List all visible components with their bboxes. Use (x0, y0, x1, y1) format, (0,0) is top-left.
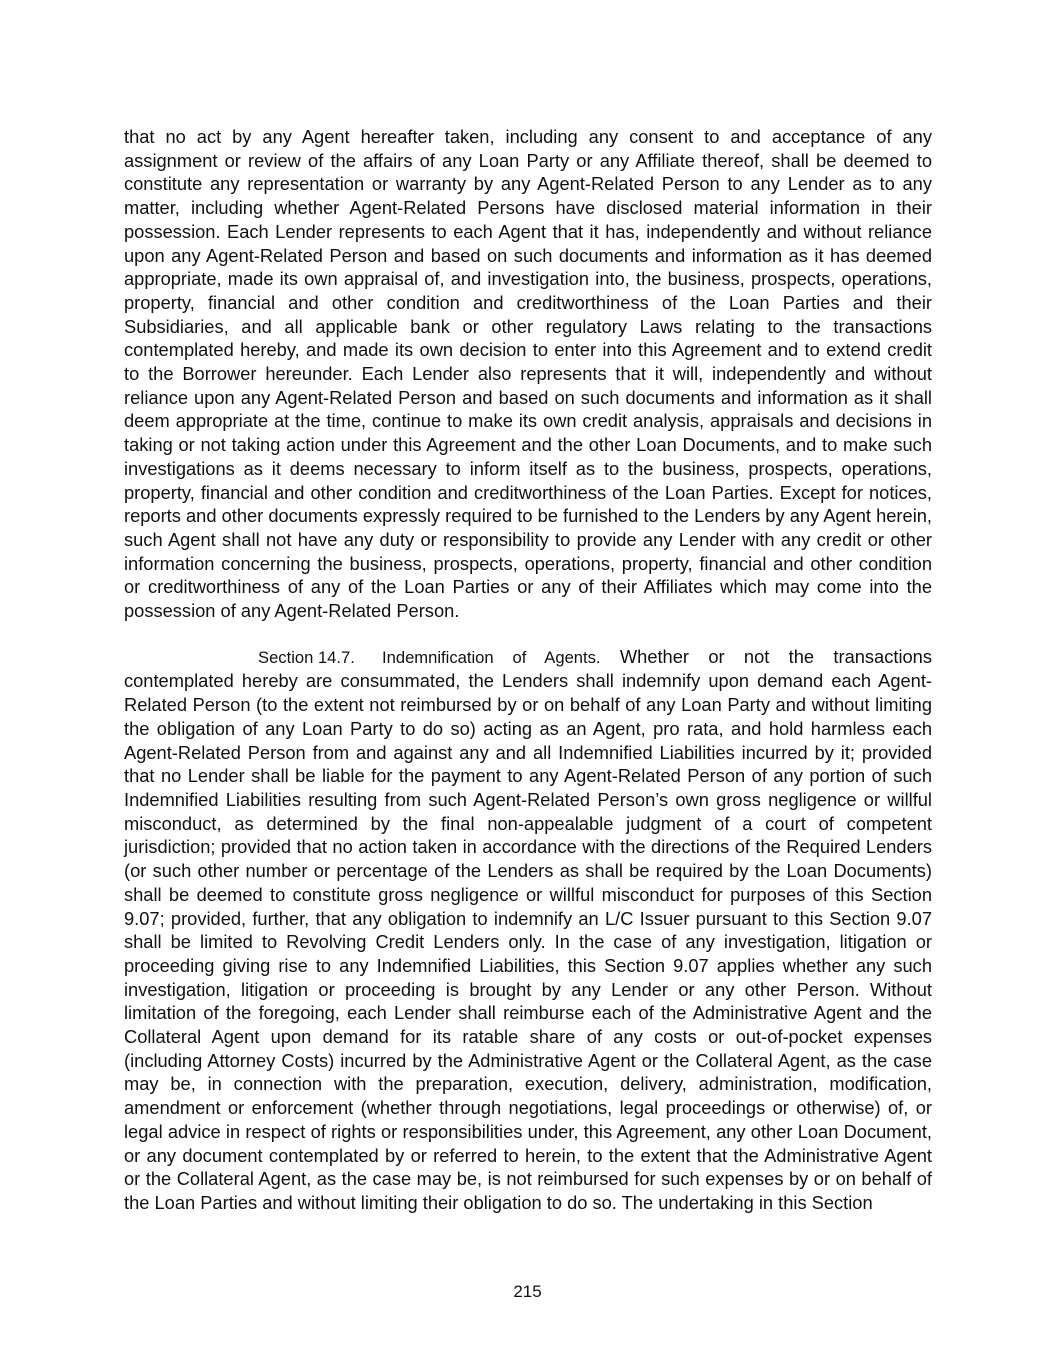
indemnification-text: Whether or not the transactions contemplated hereby are consummated, the Lenders shall indemnify upon demand each Agent-Related Person (to the extent not reimbursed by or on behalf of any Loan Party and without limiting the obligation of any Loan Party to do so) acting as an Agent, pro rata, and hold harmless each Agent-Related Person from and against any and all Indemnified Liabilities incurred by it; provided that no Lender shall be liable for the payment to any Agent-Related Person of any portion of such Indemnified Liabilities resulting from such Agent-Related Person’s own gross negligence or willful misconduct, as determined by the final non-appealable judgment of a court of competent jurisdiction; provided that no action taken in accordance with the directions of the Required Lenders (or such other number or percentage of the Lenders as shall be required by the Loan Documents) shall be deemed to constitute gross negligence or willful misconduct for purposes of this Section 9.07; provided, further, that any obligation to indemnify an L/C Issuer pursuant to this Section 9.07 shall be limited to Revolving Credit Lenders only. In the case of any investigation, litigation or proceeding giving rise to any Indemnified Liabilities, this Section 9.07 applies whether any such investigation, litigation or proceeding is brought by any Lender or any other Person. Without limitation of the foregoing, each Lender shall reimburse each of the Administrative Agent and the Collateral Agent upon demand for its ratable share of any costs or out-of-pocket expenses (including Attorney Costs) incurred by the Administrative Agent or the Collateral Agent, as the case may be, in connection with the preparation, execution, delivery, administration, modification, amendment or enforcement (whether through negotiations, legal proceedings or otherwise) of, or legal advice in respect of rights or responsibilities under, this Agreement, any other Loan Document, or any document contemplated by or referred to herein, to the extent that the Administrative Agent or the Collateral Agent, as the case may be, is not reimbursed for such expenses by or on behalf of the Loan Parties and without limiting their obligation to do so. The undertaking in this Section (124, 645, 932, 1213)
section-number: Section 14.7. (258, 647, 355, 667)
paragraph-spacer (124, 623, 932, 645)
document-body (124, 125, 932, 1215)
paragraph-indemnification (124, 645, 932, 1215)
paragraph-independent-credit-decision: that no act by any Agent hereafter taken, including any consent to and acceptance of any assignment or review of the affairs of any Loan Party or any Affiliate thereof, shall be deemed to constitute any representation or warranty by any Agent-Related Person to any Lender as to any matter, including whether Agent-Related Persons have disclosed material information in their possession. Each Lender represents to each Agent that it has, independently and without reliance upon any Agent-Related Person and based on such documents and information as it has deemed appropriate, made its own appraisal of, and investigation into, the business, prospects, operations, property, financial and other condition and creditworthiness of the Loan Parties and their Subsidiaries, and all applicable bank or other regulatory Laws relating to the transactions contemplated hereby, and made its own decision to enter into this Agreement and to extend credit to the Borrower hereunder. Each Lender also represents that it will, independently and without reliance upon any Agent-Related Person and based on such documents and information as it shall deem appropriate at the time, continue to make its own credit analysis, appraisals and decisions in taking or not taking action under this Agreement and the other Loan Documents, and to make such investigations as it deems necessary to inform itself as to the business, prospects, operations, property, financial and other condition and creditworthiness of the Loan Parties. Except for notices, reports and other documents expressly required to be furnished to the Lenders by any Agent herein, such Agent shall not have any duty or responsibility to provide any Lender with any credit or other information concerning the business, prospects, operations, property, financial and other condition or creditworthiness of any of the Loan Parties or any of their Affiliates which may come into the possession of any Agent-Related Person. (124, 126, 932, 622)
section-title: Indemnification of Agents. (382, 647, 601, 667)
page-number: 215 (513, 1282, 542, 1301)
